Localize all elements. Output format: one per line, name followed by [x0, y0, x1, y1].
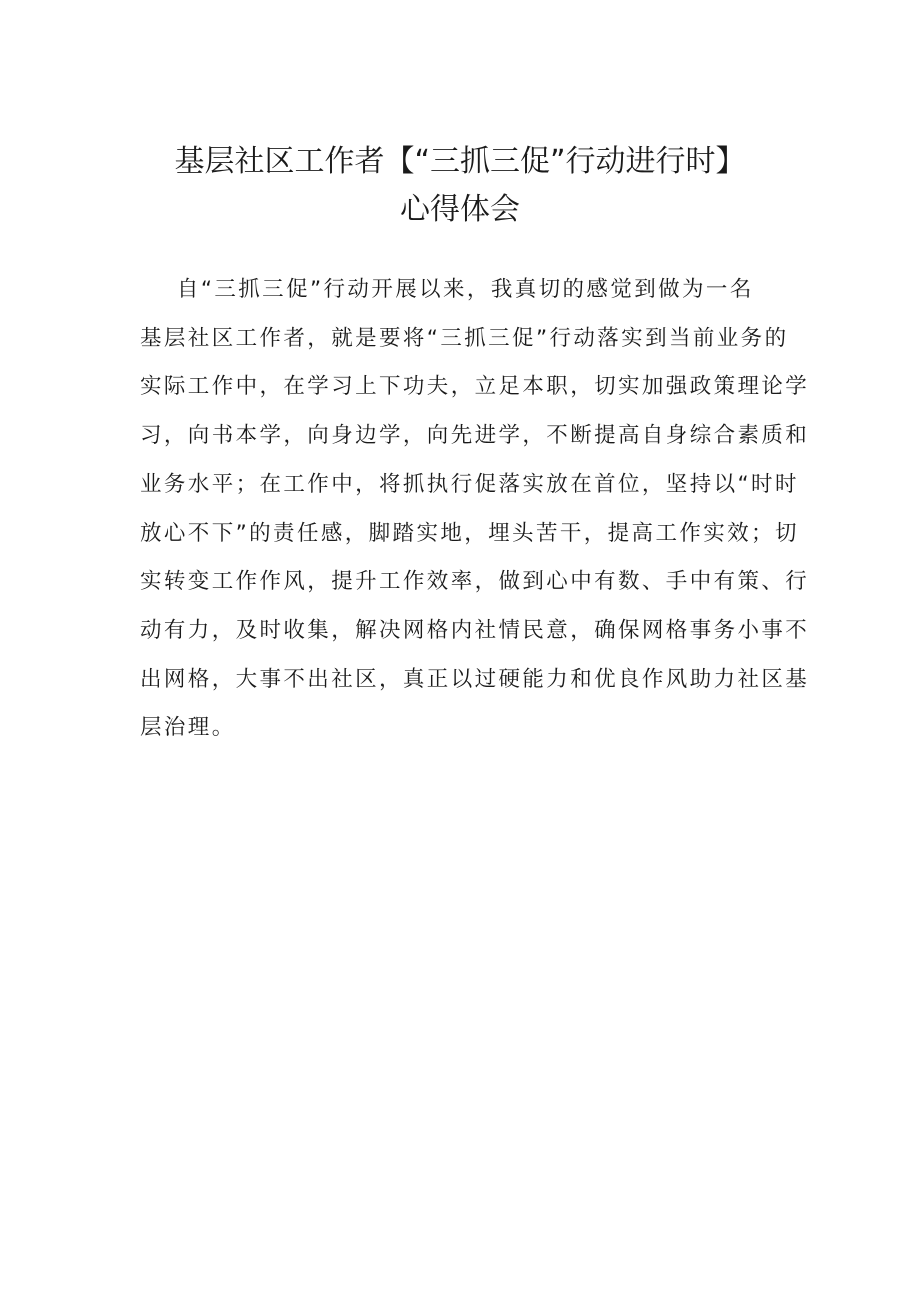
paragraph-line: 实转变工作作风，提升工作效率，做到心中有数、手中有策、行: [140, 569, 810, 595]
paragraph-line: 动有力，及时收集，解决网格内社情民意，确保网格事务小事不: [140, 617, 810, 643]
paragraph-line: 实际工作中，在学习上下功夫，立足本职，切实加强政策理论学: [140, 374, 810, 400]
title-line: 心得体会: [400, 192, 520, 227]
paragraph-line: 习，向书本学，向身边学，向先进学，不断提高自身综合素质和: [140, 423, 810, 449]
document-body: [140, 266, 810, 753]
paragraph-line: 层治理。: [140, 715, 236, 741]
paragraph-line: 出网格，大事不出社区，真正以过硬能力和优良作风助力社区基: [140, 666, 810, 692]
paragraph-line: 放心不下”的责任感，脚踏实地，埋头苦干，提高工作实效；切: [140, 520, 799, 546]
title-line: 基层社区工作者【“三抓三促”行动进行时】: [174, 144, 746, 179]
paragraph-line: 基层社区工作者，就是要将“三抓三促”行动落实到当前业务的: [140, 325, 789, 351]
paragraph-line: 自“三抓三促”行动开展以来，我真切的感觉到做为一名: [140, 277, 754, 302]
document-title: [0, 138, 920, 234]
paragraph-line: 业务水平；在工作中，将抓执行促落实放在首位，坚持以“时时: [140, 471, 799, 497]
